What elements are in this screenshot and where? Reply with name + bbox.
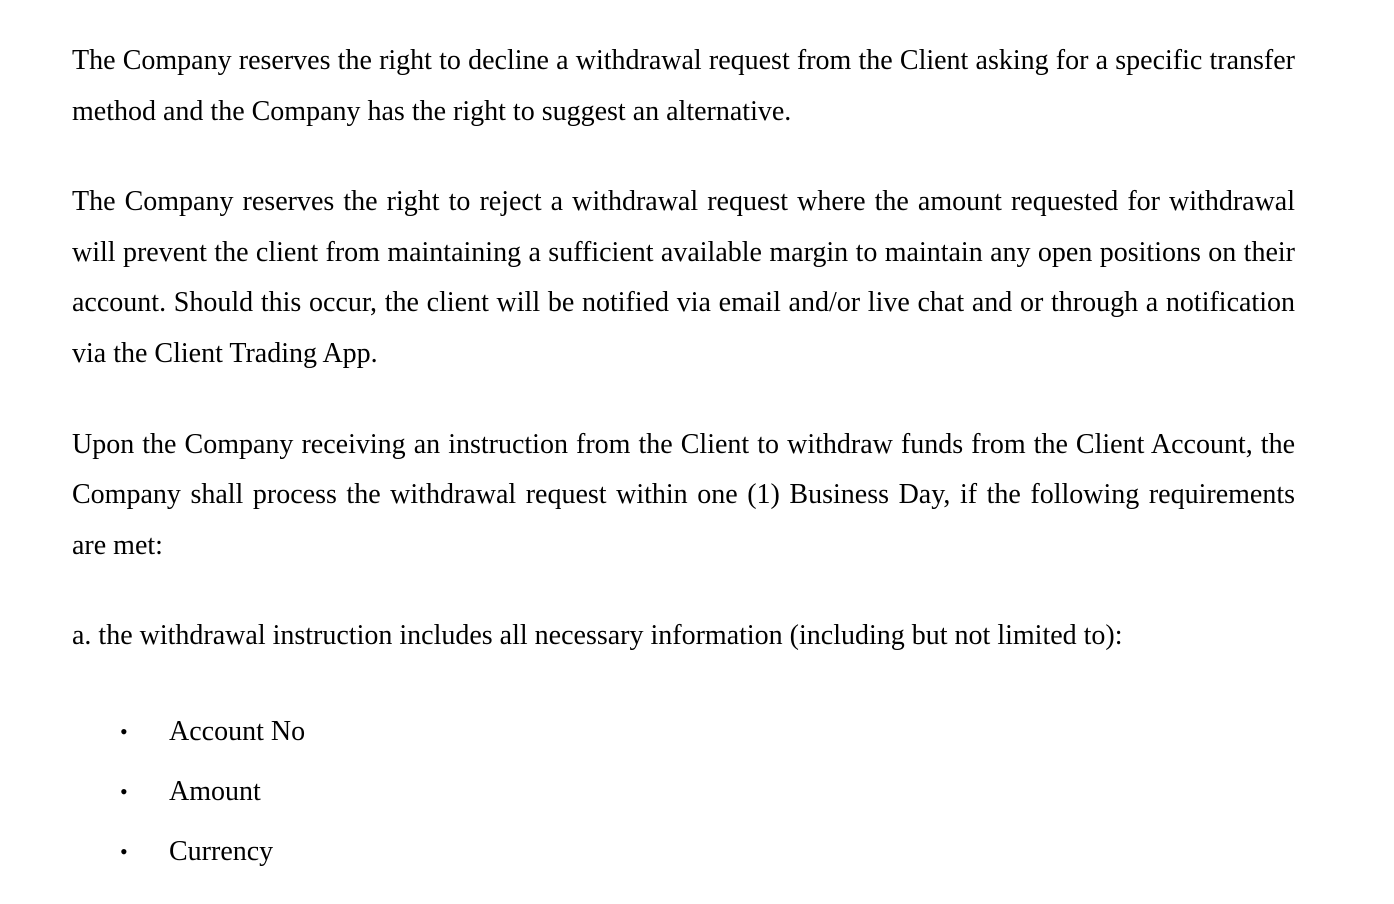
bullet-icon: • [120, 838, 128, 864]
list-item [72, 762, 1295, 822]
bullet-icon: • [120, 718, 128, 744]
list-item [72, 702, 1295, 762]
paragraph-requirement-a: a. the withdrawal instruction includes all necessary information (including but not limited to): [72, 620, 1123, 652]
paragraph-processing-requirements: Upon the Company receiving an instruction from the Client to withdraw funds from the Client Account, the Company shall process the withdrawal request within one (1) Business Day, if the following requirements are met: [72, 428, 1295, 561]
paragraph-decline-transfer-method: The Company reserves the right to decline a withdrawal request from the Client asking for a specific transfer method and the Company has the right to suggest an alternative. [72, 45, 1295, 127]
paragraph-reject-withdrawal-margin: The Company reserves the right to reject a withdrawal request where the amount requested for withdrawal will prevent the client from maintaining a sufficient available margin to maintain any open positions on their account. Should this occur, the client will be notified via email and/or live chat and or through a notification via the Client Trading App. [72, 186, 1295, 369]
list-item-label: Currency [169, 835, 274, 867]
list-item [72, 822, 1295, 882]
required-information-list [72, 702, 1295, 882]
list-item-label: Amount [169, 775, 261, 807]
document-page [72, 36, 1295, 882]
list-item-label: Account No [169, 715, 306, 747]
bullet-icon: • [120, 778, 128, 804]
